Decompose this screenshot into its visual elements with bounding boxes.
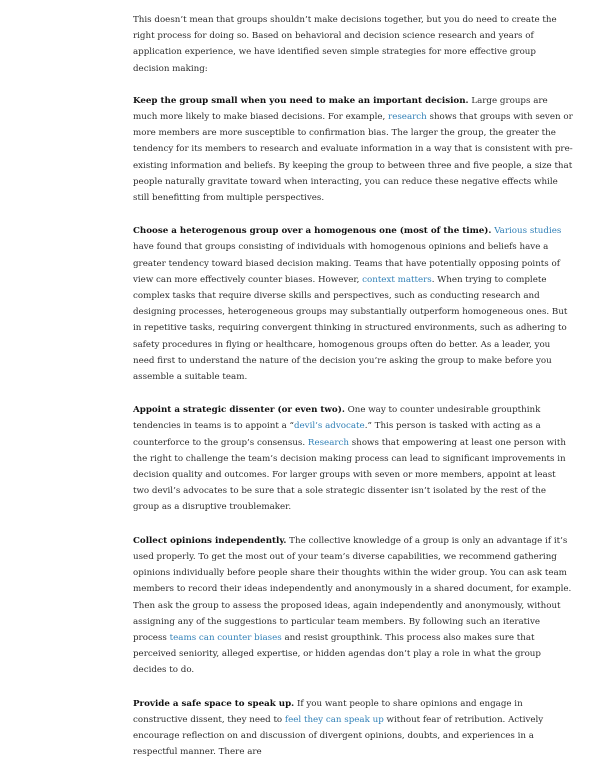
strategy-paragraph-heterogenous-group	[133, 223, 573, 385]
body-text: have found that groups consisting of individuals with homogenous opinions and beliefs have a greater tendency toward biased decision making. Teams that have potentially opposing points of view can more effectively counter biases. However,	[133, 242, 560, 285]
body-text: Large groups are much more likely to make biased decisions. For example,	[133, 95, 548, 123]
intro-paragraph	[133, 12, 573, 77]
strategy-paragraph-dissenter	[133, 402, 573, 515]
strategy-paragraph-collect-opinions	[133, 533, 573, 679]
intro-text: This doesn’t mean that groups shouldn’t make decisions together, but you do need to create the right process for doing so. Based on behavioral and decision science research and years of application experience, we have identified seven simple strategies for more effective group decision making:	[133, 15, 557, 74]
strategy-heading: Choose a heterogenous group over a homogenous one (most of the time).	[133, 226, 492, 237]
body-text: . When trying to complete complex tasks that require diverse skills and perspectives, such as conducting research and designing processes, heterogeneous groups may substantially outperform homogeneous ones. But in repetitive tasks, requiring convergent thinking in structured environments, such as adhering to safety procedures in flying or healthcare, homogenous groups often do better. As a leader, you need first to understand the nature of the decision you’re asking the group to make before you assemble a suitable team.	[133, 274, 568, 383]
strategy-heading: Collect opinions independently.	[133, 535, 287, 546]
body-text: .” This person is tasked with acting as a counterforce to the group’s consensus.	[133, 421, 541, 448]
body-text: without fear of retribution. Actively encourage reflection on and discussion of divergent opinions, doubts, and experiences in a respectful manner. There are	[133, 714, 544, 758]
strategy-paragraph-group-size	[133, 93, 573, 206]
research-link[interactable]: research	[388, 112, 427, 123]
body-text: The collective knowledge of a group is only an advantage if it’s used properly. To get the most out of your team’s diverse capabilities, we recommend gathering opinions individually before people share their thoughts within the wider group. You can ask team members to record their ideas independently and anonymously in a shared document, for example. Then ask the group to assess the proposed ideas, again independently and anonymously, without assigning any of the suggestions to particular team members. By following such an iterative process	[133, 535, 572, 643]
body-text: and resist groupthink. This process also makes sure that perceived seniority, alleged expertise, or hidden agendas don’t play a role in what the group decides to do.	[133, 632, 541, 676]
devils-advocate-link[interactable]: devil’s advocate	[293, 421, 365, 432]
strategy-heading: Provide a safe space to speak up.	[133, 698, 295, 709]
teams-can-counter-biases-link[interactable]: teams can counter biases	[169, 632, 282, 643]
research-link[interactable]: Research	[307, 437, 349, 448]
various-studies-link[interactable]: Various studies	[494, 226, 562, 237]
body-text: shows that empowering at least one person with the right to challenge the team’s decision making process can lead to significant improvements in decision quality and outcomes. For larger groups with seven or more members, appoint at least two devil’s advocates to be sure that a sole strategic dissenter isn’t isolated by the rest of the group as a disruptive troublemaker.	[133, 437, 566, 513]
strategy-heading: Keep the group small when you need to make an important decision.	[133, 95, 469, 106]
context-matters-link[interactable]: context matters	[362, 274, 432, 285]
feel-they-can-speak-up-link[interactable]: feel they can speak up	[284, 714, 384, 725]
article-body	[133, 12, 573, 777]
strategy-heading: Appoint a strategic dissenter (or even two).	[133, 405, 345, 416]
body-text: shows that groups with seven or more members are more susceptible to confirmation bias. The larger the group, the greater the tendency for its members to research and evaluate information in a way that is consistent with pre-existing information and beliefs. By keeping the group to between three and five people, a size that people naturally gravitate toward when interacting, you can reduce these negative effects while still benefitting from multiple perspectives.	[133, 112, 573, 204]
body-text: One way to counter undesirable groupthink tendencies in teams is to appoint a “	[133, 405, 541, 432]
strategy-paragraph-safe-space	[133, 696, 573, 761]
body-text: If you want people to share opinions and engage in constructive dissent, they need to	[133, 698, 523, 725]
